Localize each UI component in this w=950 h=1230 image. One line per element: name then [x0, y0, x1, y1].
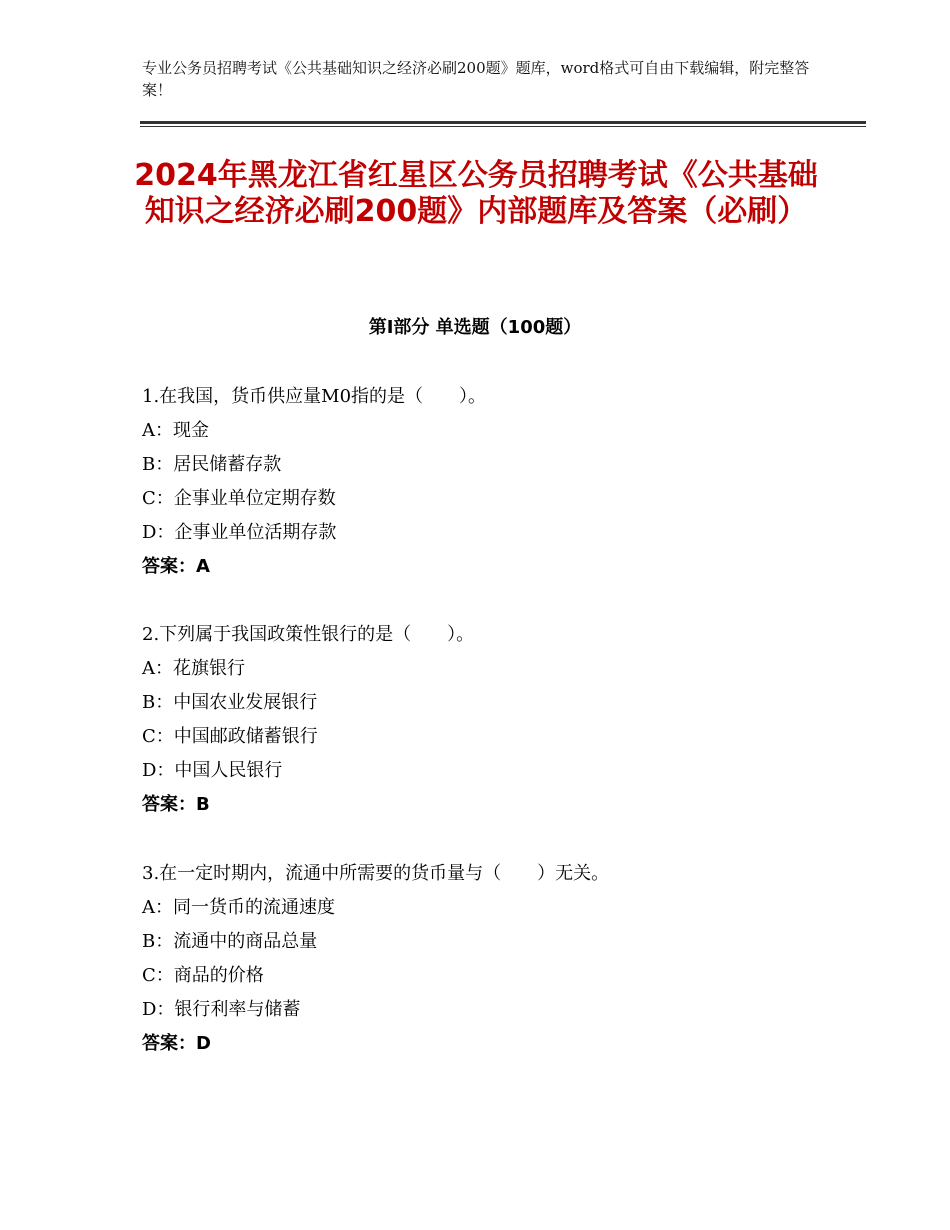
- option-c: C：中国邮政储蓄银行: [142, 726, 318, 747]
- header-note: 专业公务员招聘考试《公共基础知识之经济必刷200题》题库，word格式可自由下载编辑，附完整答案！: [142, 59, 810, 99]
- option-b: B：居民储蓄存款: [142, 454, 282, 475]
- option-b: B：中国农业发展银行: [142, 692, 318, 713]
- question-2: [142, 618, 842, 822]
- question-stem: 3.在一定时期内，流通中所需要的货币量与（ ）无关。: [142, 863, 610, 884]
- option-d: D：中国人民银行: [142, 760, 283, 781]
- answer-line: 答案：B: [142, 794, 210, 815]
- answer-line: 答案：A: [142, 556, 210, 577]
- option-d: D：银行利率与储蓄: [142, 999, 301, 1020]
- option-a: A：同一货币的流通速度: [142, 897, 335, 918]
- section-heading: 第Ⅰ部分 单选题（100题）: [368, 317, 582, 338]
- option-b: B：流通中的商品总量: [142, 931, 318, 952]
- option-c: C：企事业单位定期存数: [142, 488, 336, 509]
- option-a: A：现金: [142, 420, 209, 441]
- header-rule-thin: [140, 126, 866, 127]
- option-d: D：企事业单位活期存款: [142, 522, 337, 543]
- question-stem: 1.在我国，货币供应量M0指的是（ ）。: [142, 386, 487, 407]
- question-1: [142, 380, 842, 584]
- header-rule-thick: [140, 121, 866, 124]
- answer-line: 答案：D: [142, 1033, 211, 1054]
- question-3: [142, 857, 842, 1061]
- document-title: 2024年黑龙江省红星区公务员招聘考试《公共基础知识之经济必刷200题》内部题库及答案（必刷）: [134, 158, 818, 229]
- option-a: A：花旗银行: [142, 658, 245, 679]
- question-stem: 2.下列属于我国政策性银行的是（ ）。: [142, 624, 475, 645]
- option-c: C：商品的价格: [142, 965, 264, 986]
